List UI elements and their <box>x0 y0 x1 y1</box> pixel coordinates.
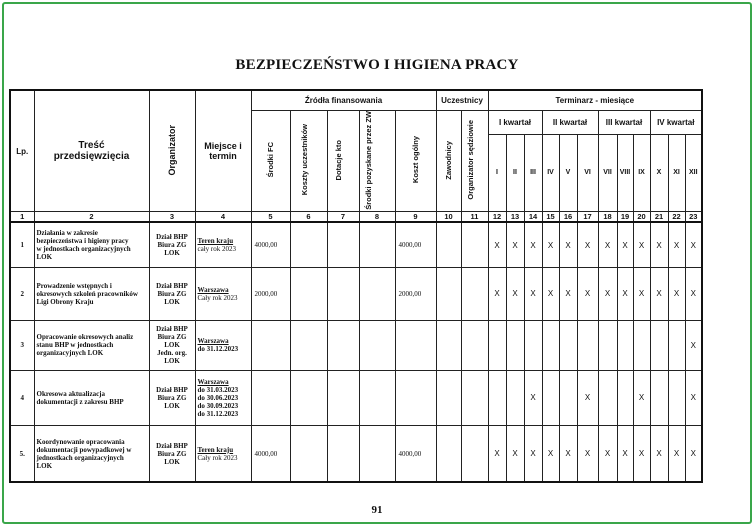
row-tresc <box>34 320 149 370</box>
row-koszt-ogolny: 2000,00 <box>395 267 436 320</box>
row-organizator-line: LOK <box>164 401 180 410</box>
row-koszt-ogolny <box>395 370 436 425</box>
header-organizator <box>149 90 195 212</box>
row-organizator-sedziowie <box>461 267 488 320</box>
row-tresc-line: okresowych szkoleń pracowników <box>36 289 138 298</box>
row-tresc-line: w jednostkach organizacyjnych <box>36 245 131 254</box>
row-lp: 3 <box>10 320 34 370</box>
row-zawodnicy <box>436 370 461 425</box>
row-miejsce-line: do 30.09.2023 <box>197 401 239 410</box>
row-month-1-mark: X <box>488 222 506 267</box>
row-month-9-mark <box>633 320 650 370</box>
row-month-7-mark <box>598 370 617 425</box>
row-month-3-mark: X <box>524 370 542 425</box>
row-organizator-line: Biura ZG <box>157 449 187 458</box>
row-tresc-line: organizacyjnych LOK <box>36 349 104 358</box>
table-row <box>10 222 702 267</box>
row-dotacje <box>327 425 359 482</box>
column-number-16: 16 <box>559 212 577 223</box>
row-month-10-mark: X <box>650 425 668 482</box>
column-number-2: 2 <box>34 212 149 223</box>
row-month-3-mark <box>524 320 542 370</box>
row-organizator <box>149 222 195 267</box>
row-month-12-mark: X <box>685 267 702 320</box>
row-dotacje <box>327 320 359 370</box>
row-month-6-mark: X <box>577 267 598 320</box>
row-organizator-sedziowie <box>461 425 488 482</box>
row-month-4-mark <box>542 370 559 425</box>
column-number-21: 21 <box>650 212 668 223</box>
row-miejsce-line: do 31.12.2023 <box>197 345 239 354</box>
row-month-7-mark: X <box>598 267 617 320</box>
row-tresc-line: Prowadzenie wstępnych i <box>36 281 112 290</box>
table-row <box>10 370 702 425</box>
header-quarter-1: I kwartał <box>488 110 542 134</box>
header-fin-2-text: Dotacje kto <box>334 139 343 181</box>
row-organizator-line: Jedn. org. <box>157 349 187 358</box>
row-miejsce-line: do 31.03.2023 <box>197 385 239 394</box>
row-month-10-mark <box>650 320 668 370</box>
row-zawodnicy <box>436 425 461 482</box>
row-srodki-fc: 2000,00 <box>251 267 290 320</box>
row-month-1-mark: X <box>488 425 506 482</box>
row-organizator-sedziowie <box>461 370 488 425</box>
row-koszt-ogolny: 4000,00 <box>395 425 436 482</box>
row-organizator-line: Dział BHP <box>156 281 188 290</box>
row-month-1-mark <box>488 370 506 425</box>
row-lp: 1 <box>10 222 34 267</box>
row-zawodnicy <box>436 267 461 320</box>
row-month-10-mark: X <box>650 222 668 267</box>
row-month-4-mark <box>542 320 559 370</box>
row-zawodnicy <box>436 222 461 267</box>
row-month-9-mark: X <box>633 425 650 482</box>
row-organizator <box>149 267 195 320</box>
header-quarter-4: IV kwartał <box>650 110 702 134</box>
header-month-6: VI <box>577 134 598 212</box>
header-uczest-0-text: Zawodnicy <box>443 140 453 180</box>
column-number-17: 17 <box>577 212 598 223</box>
row-miejsce <box>195 320 251 370</box>
row-month-4-mark: X <box>542 267 559 320</box>
row-tresc-line: Koordynowanie opracowania <box>36 437 125 446</box>
header-tresc-text: Treść przedsięwzięcia <box>53 140 130 163</box>
row-miejsce <box>195 370 251 425</box>
column-number-10: 10 <box>436 212 461 223</box>
row-month-5-mark: X <box>559 222 577 267</box>
row-dotacje <box>327 222 359 267</box>
row-miejsce-line: Cały rok 2023 <box>197 453 238 462</box>
row-organizator <box>149 425 195 482</box>
row-koszty-uczestnikow <box>290 320 327 370</box>
header-month-9: IX <box>633 134 650 212</box>
row-organizator-line: LOK <box>164 357 180 366</box>
row-srodki-fc: 4000,00 <box>251 425 290 482</box>
header-fin-0 <box>251 110 290 212</box>
row-tresc-line: Opracowanie okresowych analiz <box>36 333 134 342</box>
column-number-7: 7 <box>327 212 359 223</box>
row-month-8-mark <box>617 370 633 425</box>
row-month-5-mark: X <box>559 425 577 482</box>
header-month-1: I <box>488 134 506 212</box>
row-organizator-line: Biura ZG <box>157 333 187 342</box>
column-number-1: 1 <box>10 212 34 223</box>
row-month-12-mark: X <box>685 370 702 425</box>
header-miejsce <box>195 90 251 212</box>
row-month-2-mark <box>506 370 524 425</box>
header-month-2: II <box>506 134 524 212</box>
page-number: 91 <box>371 504 383 516</box>
header-uczest-0 <box>436 110 461 212</box>
row-month-1-mark: X <box>488 267 506 320</box>
row-miejsce-line: Warszawa <box>197 285 229 294</box>
header-uczest-1-text: Organizator sędziowie <box>465 120 475 200</box>
column-number-15: 15 <box>542 212 559 223</box>
row-tresc-line: LOK <box>36 253 53 262</box>
header-month-11: XI <box>668 134 685 212</box>
row-organizator-line: Dział BHP <box>156 233 188 242</box>
row-month-6-mark: X <box>577 222 598 267</box>
header-fin-3 <box>359 110 395 212</box>
row-month-8-mark: X <box>617 425 633 482</box>
row-tresc-line: LOK <box>36 461 53 470</box>
row-month-10-mark <box>650 370 668 425</box>
row-tresc <box>34 267 149 320</box>
row-lp: 4 <box>10 370 34 425</box>
row-month-6-mark: X <box>577 370 598 425</box>
header-quarter-2: II kwartał <box>542 110 598 134</box>
row-month-5-mark <box>559 370 577 425</box>
header-fin-2 <box>327 110 359 212</box>
header-fin-4-text: Koszt ogólny <box>410 136 420 184</box>
row-srodki-zw <box>359 320 395 370</box>
row-tresc-line: Działania w zakresie <box>36 229 98 238</box>
row-miejsce <box>195 425 251 482</box>
header-month-4: IV <box>542 134 559 212</box>
row-tresc-line: stanu BHP w jednostkach <box>36 341 114 350</box>
row-month-7-mark: X <box>598 222 617 267</box>
row-miejsce-line: do 30.06.2023 <box>197 393 239 402</box>
row-month-6-mark <box>577 320 598 370</box>
row-tresc-line: Ligi Obrony Kraju <box>36 297 94 306</box>
column-number-4: 4 <box>195 212 251 223</box>
table-row <box>10 267 702 320</box>
row-miejsce-line: Teren kraju <box>197 445 234 454</box>
row-koszty-uczestnikow <box>290 370 327 425</box>
column-number-13: 13 <box>506 212 524 223</box>
row-miejsce <box>195 222 251 267</box>
column-number-8: 8 <box>359 212 395 223</box>
row-month-5-mark: X <box>559 267 577 320</box>
row-koszt-ogolny <box>395 320 436 370</box>
row-miejsce-line: Warszawa <box>197 377 229 386</box>
column-number-5: 5 <box>251 212 290 223</box>
row-month-5-mark <box>559 320 577 370</box>
row-month-12-mark: X <box>685 425 702 482</box>
row-organizator-line: Biura ZG <box>157 393 187 402</box>
column-number-6: 6 <box>290 212 327 223</box>
row-month-11-mark: X <box>668 267 685 320</box>
row-month-1-mark <box>488 320 506 370</box>
row-month-2-mark <box>506 320 524 370</box>
row-tresc <box>34 370 149 425</box>
row-dotacje <box>327 267 359 320</box>
header-fin-1 <box>290 110 327 212</box>
column-number-14: 14 <box>524 212 542 223</box>
row-month-9-mark: X <box>633 370 650 425</box>
row-zawodnicy <box>436 320 461 370</box>
row-srodki-fc <box>251 370 290 425</box>
table-row <box>10 425 702 482</box>
row-month-3-mark: X <box>524 222 542 267</box>
row-month-10-mark: X <box>650 267 668 320</box>
row-miejsce-line: cały rok 2023 <box>197 245 236 254</box>
column-number-19: 19 <box>617 212 633 223</box>
header-organizator-text: Organizator <box>167 124 177 176</box>
header-month-7: VII <box>598 134 617 212</box>
row-tresc-line: dokumentacji z zakresu BHP <box>36 397 124 406</box>
row-koszty-uczestnikow <box>290 267 327 320</box>
row-tresc <box>34 222 149 267</box>
row-srodki-zw <box>359 370 395 425</box>
header-uczestnicy: Uczestnicy <box>436 90 488 110</box>
row-srodki-zw <box>359 425 395 482</box>
row-tresc <box>34 425 149 482</box>
header-zrodla: Źródła finansowania <box>251 90 436 110</box>
row-miejsce-line: Teren kraju <box>197 237 234 246</box>
header-fin-1-text: Koszty uczestników <box>299 124 309 196</box>
row-month-8-mark: X <box>617 222 633 267</box>
row-organizator-line: Biura ZG <box>157 289 187 298</box>
header-quarter-3: III kwartał <box>598 110 650 134</box>
row-organizator-line: LOK <box>164 297 180 306</box>
row-organizator-line: Dział BHP <box>156 385 188 394</box>
row-organizator-line: Biura ZG <box>157 241 187 250</box>
column-number-9: 9 <box>395 212 436 223</box>
row-lp: 5. <box>10 425 34 482</box>
header-month-3: III <box>524 134 542 212</box>
row-organizator-line: LOK <box>164 341 180 350</box>
row-month-3-mark: X <box>524 267 542 320</box>
row-month-11-mark: X <box>668 425 685 482</box>
header-fin-0-text: Środki FC <box>265 142 275 178</box>
row-srodki-zw <box>359 267 395 320</box>
row-month-11-mark: X <box>668 222 685 267</box>
column-number-18: 18 <box>598 212 617 223</box>
row-miejsce <box>195 267 251 320</box>
row-month-7-mark <box>598 320 617 370</box>
schedule-table <box>9 89 703 483</box>
table-row <box>10 320 702 370</box>
row-month-7-mark: X <box>598 425 617 482</box>
header-fin-3-text: Środki pozyskane przez ZW <box>364 110 373 210</box>
row-tresc-line: dokumentacji powypadkowej w <box>36 445 132 454</box>
row-month-9-mark: X <box>633 222 650 267</box>
row-miejsce-line: do 31.12.2023 <box>197 409 239 418</box>
row-organizator-sedziowie <box>461 320 488 370</box>
column-number-12: 12 <box>488 212 506 223</box>
header-month-10: X <box>650 134 668 212</box>
page-title: BEZPIECZEŃSTWO I HIGIENA PRACY <box>235 57 519 73</box>
header-month-8: VIII <box>617 134 633 212</box>
row-month-12-mark: X <box>685 222 702 267</box>
row-month-11-mark <box>668 320 685 370</box>
header-month-5: V <box>559 134 577 212</box>
row-organizator <box>149 370 195 425</box>
row-month-2-mark: X <box>506 425 524 482</box>
row-dotacje <box>327 370 359 425</box>
row-miejsce-line: Cały rok 2023 <box>197 293 238 302</box>
row-month-2-mark: X <box>506 267 524 320</box>
row-month-11-mark <box>668 370 685 425</box>
column-number-3: 3 <box>149 212 195 223</box>
header-tresc <box>34 90 149 212</box>
row-srodki-fc: 4000,00 <box>251 222 290 267</box>
column-number-20: 20 <box>633 212 650 223</box>
row-tresc-line: Okresowa aktualizacja <box>36 389 106 398</box>
row-organizator-line: Dział BHP <box>156 441 188 450</box>
row-srodki-fc <box>251 320 290 370</box>
row-month-8-mark: X <box>617 267 633 320</box>
header-uczest-1 <box>461 110 488 212</box>
row-month-6-mark: X <box>577 425 598 482</box>
column-number-11: 11 <box>461 212 488 223</box>
header-miejsce-text: Miejsce i termin <box>204 141 242 162</box>
row-month-8-mark <box>617 320 633 370</box>
row-srodki-zw <box>359 222 395 267</box>
row-month-12-mark: X <box>685 320 702 370</box>
row-organizator-sedziowie <box>461 222 488 267</box>
row-organizator-line: LOK <box>164 457 180 466</box>
row-organizator <box>149 320 195 370</box>
header-fin-4 <box>395 110 436 212</box>
row-month-4-mark: X <box>542 425 559 482</box>
row-organizator-line: Dział BHP <box>156 325 188 334</box>
row-lp: 2 <box>10 267 34 320</box>
row-month-9-mark: X <box>633 267 650 320</box>
row-month-2-mark: X <box>506 222 524 267</box>
header-terminarz: Terminarz - miesiące <box>488 90 702 110</box>
row-koszty-uczestnikow <box>290 222 327 267</box>
row-month-4-mark: X <box>542 222 559 267</box>
column-number-23: 23 <box>685 212 702 223</box>
column-number-22: 22 <box>668 212 685 223</box>
row-tresc-line: jednostkach organizacyjnych <box>36 453 124 462</box>
row-month-3-mark: X <box>524 425 542 482</box>
row-koszt-ogolny: 4000,00 <box>395 222 436 267</box>
row-miejsce-line: Warszawa <box>197 337 229 346</box>
header-month-12: XII <box>685 134 702 212</box>
row-tresc-line: bezpieczeństwa i higieny pracy <box>36 237 129 246</box>
row-koszty-uczestnikow <box>290 425 327 482</box>
row-organizator-line: LOK <box>164 249 180 258</box>
header-lp: Lp. <box>10 90 34 212</box>
